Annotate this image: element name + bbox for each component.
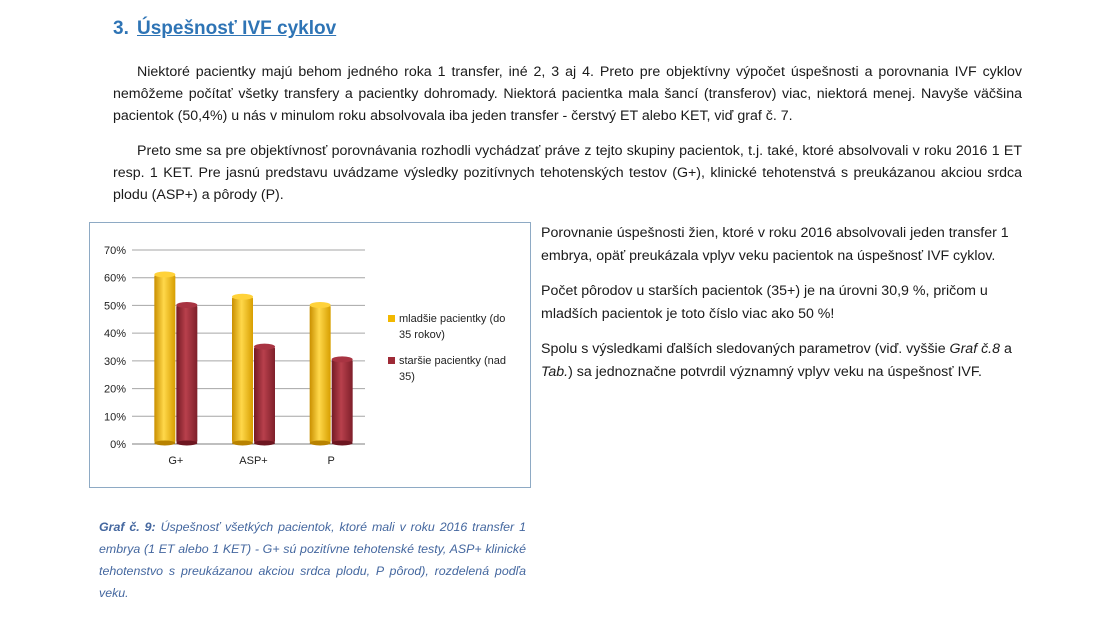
- bar-base: [332, 441, 353, 446]
- paragraph-1-text: Niektoré pacientky majú behom jedného roka 1 transfer, iné 2, 3 aj 4. Preto pre objektívny výpočet úspešnosti a porovnania IVF cyklov nemôžeme počítať všetky transfery a pacientky dohromady. Niektorá pacientka mala šancí (transferov) viac, niektorá menej. Navyše väčšina pacientok (50,4%) u nás v minulom roku absolvovala iba jeden transfer - čerstvý ET alebo KET, viď graf č. 7.: [113, 64, 1022, 124]
- x-tick-label: P: [327, 455, 335, 467]
- graf-reference: Graf č.8: [949, 341, 1001, 357]
- paragraph-1: [113, 61, 1022, 127]
- section-number: 3.: [113, 18, 129, 39]
- legend-swatch: [388, 357, 395, 364]
- y-tick-label: 50%: [103, 300, 126, 313]
- y-tick-label: 70%: [103, 245, 126, 257]
- x-tick-label: ASP+: [239, 455, 268, 467]
- legend-label-line: 35 rokov): [399, 329, 445, 341]
- bar-base: [176, 441, 197, 446]
- bar-G+-series-1: [154, 272, 175, 446]
- bar-top: [154, 272, 175, 278]
- bar-base: [254, 441, 275, 446]
- bar-G+-series-2: [176, 302, 197, 445]
- side-paragraph-2: Počet pôrodov u starších pacientok (35+) je na úrovni 30,9 %, pričom u mladších pacientok je toto číslo viac ako 50 %!: [541, 283, 988, 322]
- x-tick-label: G+: [168, 455, 184, 467]
- bar-body: [176, 304, 197, 444]
- bar-ASP+-series-1: [232, 294, 253, 446]
- chart-frame: [89, 222, 531, 488]
- side-3-part-a: Spolu s výsledkami ďalších sledovaných parametrov (viď. vyššie: [541, 341, 950, 357]
- y-tick-label: 40%: [103, 328, 126, 341]
- y-tick-label: 0%: [110, 439, 126, 451]
- bar-ASP+-series-2: [254, 344, 275, 446]
- y-tick-label: 10%: [103, 411, 126, 424]
- tab-reference: Tab.: [541, 364, 569, 380]
- paragraph-2: [113, 140, 1022, 206]
- section-title: Úspešnosť IVF cyklov: [137, 18, 337, 39]
- bar-body: [232, 296, 253, 444]
- y-tick-label: 60%: [103, 272, 126, 285]
- side-paragraph-3: [541, 338, 1031, 384]
- paragraph-2-text: Preto sme sa pre objektívnosť porovnávania rozhodli vychádzať práve z tejto skupiny pacientok, t.j. také, ktoré absolvovali v roku 2016 1 ET resp. 1 KET. Pre jasnú predstavu uvádzame výsledky pozitívnych tehotenských testov (G+), klinické tehotenstvá s preukázanou akciou srdca plodu (ASP+) a pôrody (P).: [113, 143, 1022, 203]
- bar-top: [310, 302, 331, 308]
- bar-base: [310, 441, 331, 446]
- figure-caption: [99, 516, 526, 604]
- y-tick-label: 20%: [103, 383, 126, 396]
- y-tick-label: 30%: [103, 355, 126, 368]
- bar-base: [154, 441, 175, 446]
- side-3-part-c: a: [1000, 341, 1012, 357]
- legend-label: [399, 313, 505, 341]
- side-paragraph-1: Porovnanie úspešnosti žien, ktoré v roku 2016 absolvovali jeden transfer 1 embrya, opäť preukázala vplyv veku pacientok na úspešnosť IVF cyklov.: [541, 225, 1009, 264]
- bar-P-series-1: [310, 302, 331, 445]
- legend-swatch: [388, 315, 395, 322]
- legend-item-2: [388, 355, 506, 383]
- section-heading: [113, 18, 336, 40]
- legend-label: [399, 355, 506, 383]
- bar-P-series-2: [332, 356, 353, 445]
- side-3-part-e: ) sa jednoznačne potvrdil významný vplyv veku na úspešnosť IVF.: [568, 364, 982, 380]
- legend-label-line: 35): [399, 371, 415, 383]
- bar-body: [332, 358, 353, 444]
- bar-top: [254, 344, 275, 350]
- legend-label-line: mladšie pacientky (do: [399, 313, 506, 325]
- legend-label-line: staršie pacientky (nad: [399, 355, 506, 367]
- bar-chart: [90, 223, 530, 487]
- caption-text: Úspešnosť všetkých pacientok, ktoré mali v roku 2016 transfer 1 embrya (1 ET alebo 1 KET) - G+ sú pozitívne tehotenské testy, ASP+ klinické tehotenstvo s preukázanou akciou srdca plodu, P pôrod), rozdelená podľa veku.: [99, 520, 526, 600]
- bar-body: [154, 274, 175, 444]
- legend-item-1: [388, 313, 505, 341]
- bar-top: [332, 356, 353, 362]
- bar-top: [176, 302, 197, 308]
- bar-top: [232, 294, 253, 300]
- bar-body: [254, 346, 275, 444]
- bar-base: [232, 441, 253, 446]
- bar-body: [310, 304, 331, 444]
- caption-label: Graf č. 9:: [99, 520, 156, 534]
